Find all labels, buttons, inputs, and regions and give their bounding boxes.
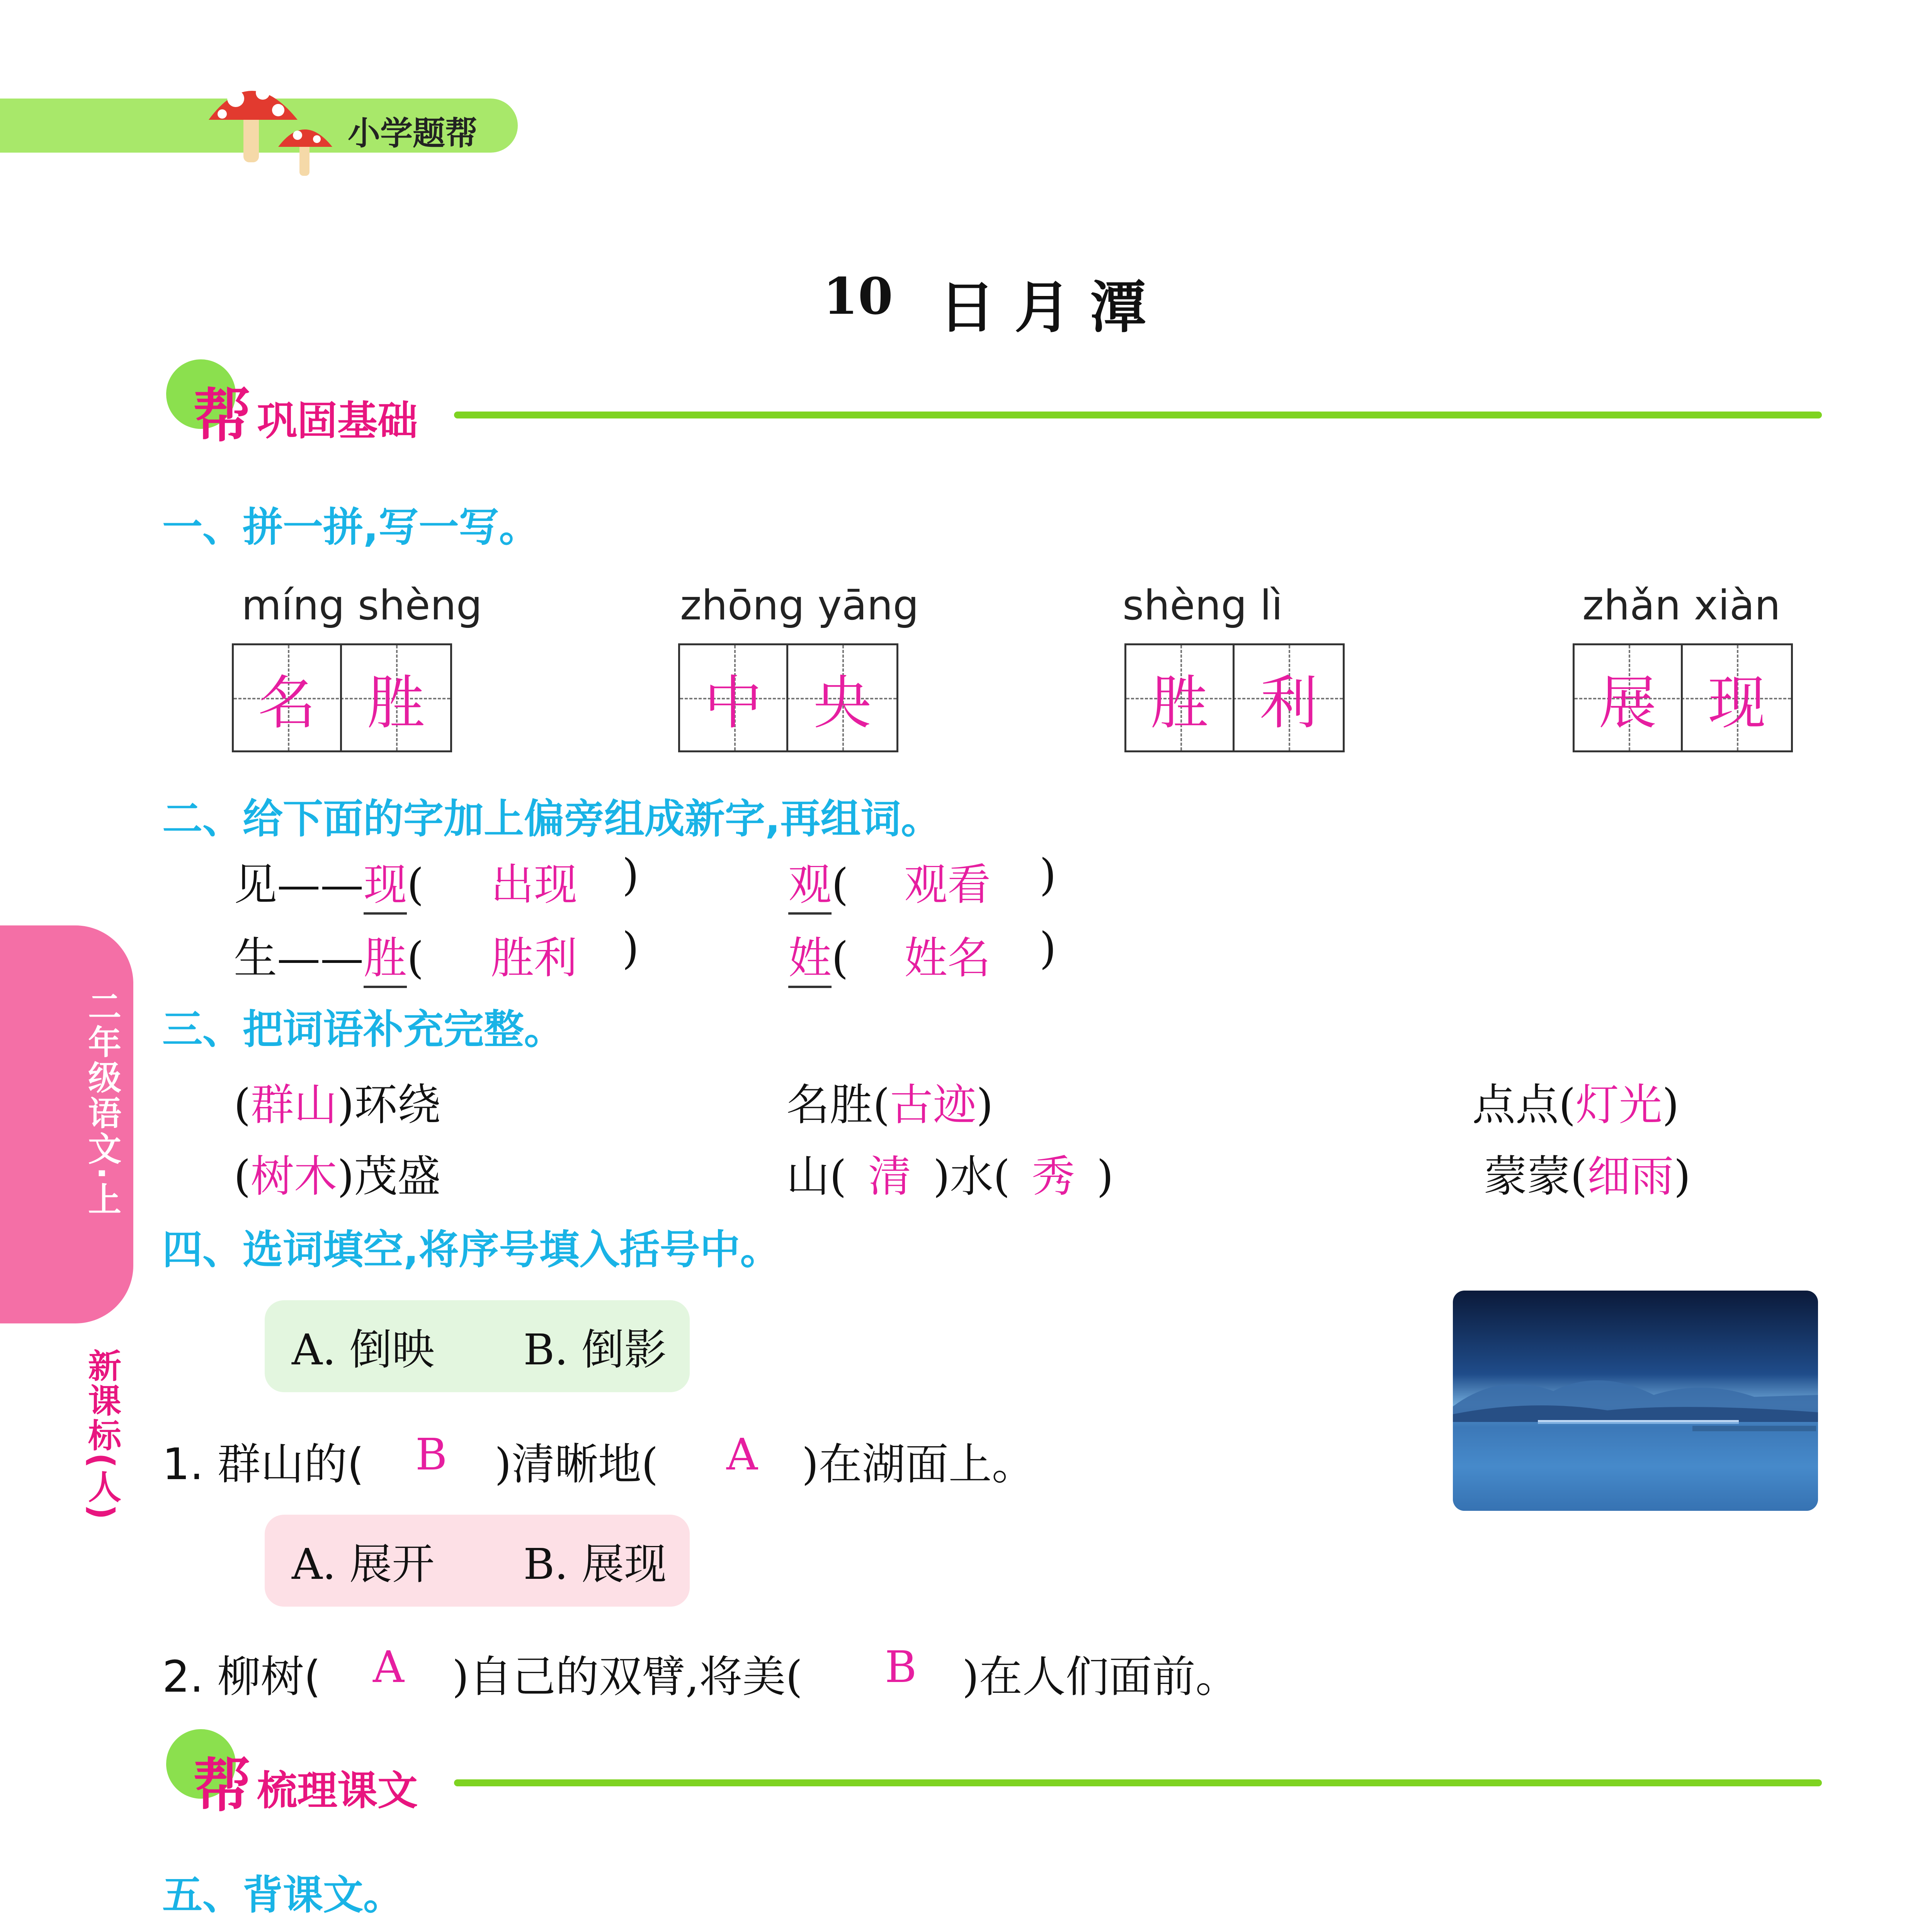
word-answer: 姓名 <box>904 933 991 983</box>
tian-grid-2 <box>678 643 898 752</box>
mushroom-logo-icon <box>201 66 348 182</box>
q3-item-3: 点点(灯光) <box>1472 1080 1679 1130</box>
bang-char: 帮 <box>193 1752 252 1820</box>
tian-grid-1 <box>232 643 452 752</box>
q2-row-2: 生——胜( <box>234 923 424 986</box>
option-a: A. 展开 <box>292 1539 435 1589</box>
brand-label: 小学题帮 <box>348 114 478 152</box>
q3-item-6: 蒙蒙(细雨) <box>1484 1151 1691 1202</box>
side-tab-grade: 二年级语文·上 <box>82 989 121 1218</box>
pinyin-3: shèng lì <box>1122 582 1283 629</box>
q4-sentence-1: 1. 群山的( <box>162 1439 364 1490</box>
lesson-number: 10 <box>823 267 893 326</box>
new-char: 姓 <box>788 933 832 988</box>
new-char: 胜 <box>364 933 407 988</box>
q3-item-5: 山( 清 )水( 秀 ) <box>786 1151 1114 1202</box>
answer-letter: A <box>373 1642 404 1692</box>
q3-item-2: 名胜(古迹) <box>786 1080 993 1130</box>
answer-letter: A <box>726 1430 758 1480</box>
grid-char: 央 <box>813 670 871 737</box>
q1-heading: 一、拼一拼,写一写。 <box>162 503 539 551</box>
base-char: 见—— <box>234 860 364 910</box>
new-char: 观 <box>788 860 832 915</box>
pinyin-2: zhōng yāng <box>680 582 919 629</box>
pinyin-4: zhǎn xiàn <box>1582 582 1781 629</box>
lake-photo <box>1453 1291 1818 1511</box>
grid-char: 利 <box>1259 670 1318 737</box>
grid-char: 名 <box>234 645 342 750</box>
q3-item-4: (树木)茂盛 <box>234 1151 441 1202</box>
q4-heading: 四、选词填空,将序号填入括号中。 <box>162 1226 781 1273</box>
option-a: A. 倒映 <box>292 1325 435 1374</box>
q5-heading: 五、背课文。 <box>162 1871 404 1918</box>
pinyin-1: míng shèng <box>242 582 482 629</box>
word-answer: 出现 <box>491 860 577 910</box>
q2-row-1b: 观( <box>788 850 849 912</box>
tian-grid-4 <box>1573 643 1793 752</box>
section-title-review: 梳理课文 <box>257 1767 418 1814</box>
q3-item-1: (群山)环绕 <box>234 1080 441 1130</box>
options-box-1 <box>265 1300 690 1392</box>
q2-heading: 二、给下面的字加上偏旁组成新字,再组词。 <box>162 795 941 842</box>
answer-letter: B <box>885 1642 917 1692</box>
section-title-basics: 巩固基础 <box>257 397 418 444</box>
side-tab-edition: 新课标(人) <box>82 1349 121 1521</box>
word-answer: 胜利 <box>491 933 577 983</box>
grid-char: 胜 <box>1126 645 1235 750</box>
q2-row-1: 见——现( <box>234 850 424 912</box>
section-divider <box>454 412 1822 418</box>
new-char: 现 <box>364 860 407 915</box>
options-box-2 <box>265 1515 690 1607</box>
bang-char: 帮 <box>193 383 252 450</box>
grid-char: 展 <box>1575 645 1683 750</box>
grid-char: 胜 <box>367 670 425 737</box>
option-b: B. 展现 <box>523 1539 667 1589</box>
q4-sentence-2: 2. 柳树( <box>162 1652 321 1702</box>
answer-letter: B <box>415 1430 447 1480</box>
option-b: B. 倒影 <box>523 1325 667 1374</box>
q2-row-2b: 姓( <box>788 923 849 986</box>
page-title: 日 月 潭 <box>939 275 1146 340</box>
grid-char: 中 <box>680 645 788 750</box>
grid-char: 现 <box>1708 670 1766 737</box>
q3-heading: 三、把词语补充完整。 <box>162 1006 565 1053</box>
word-answer: 观看 <box>904 860 991 910</box>
tian-grid-3 <box>1124 643 1345 752</box>
section-divider <box>454 1779 1822 1786</box>
base-char: 生—— <box>234 933 364 983</box>
